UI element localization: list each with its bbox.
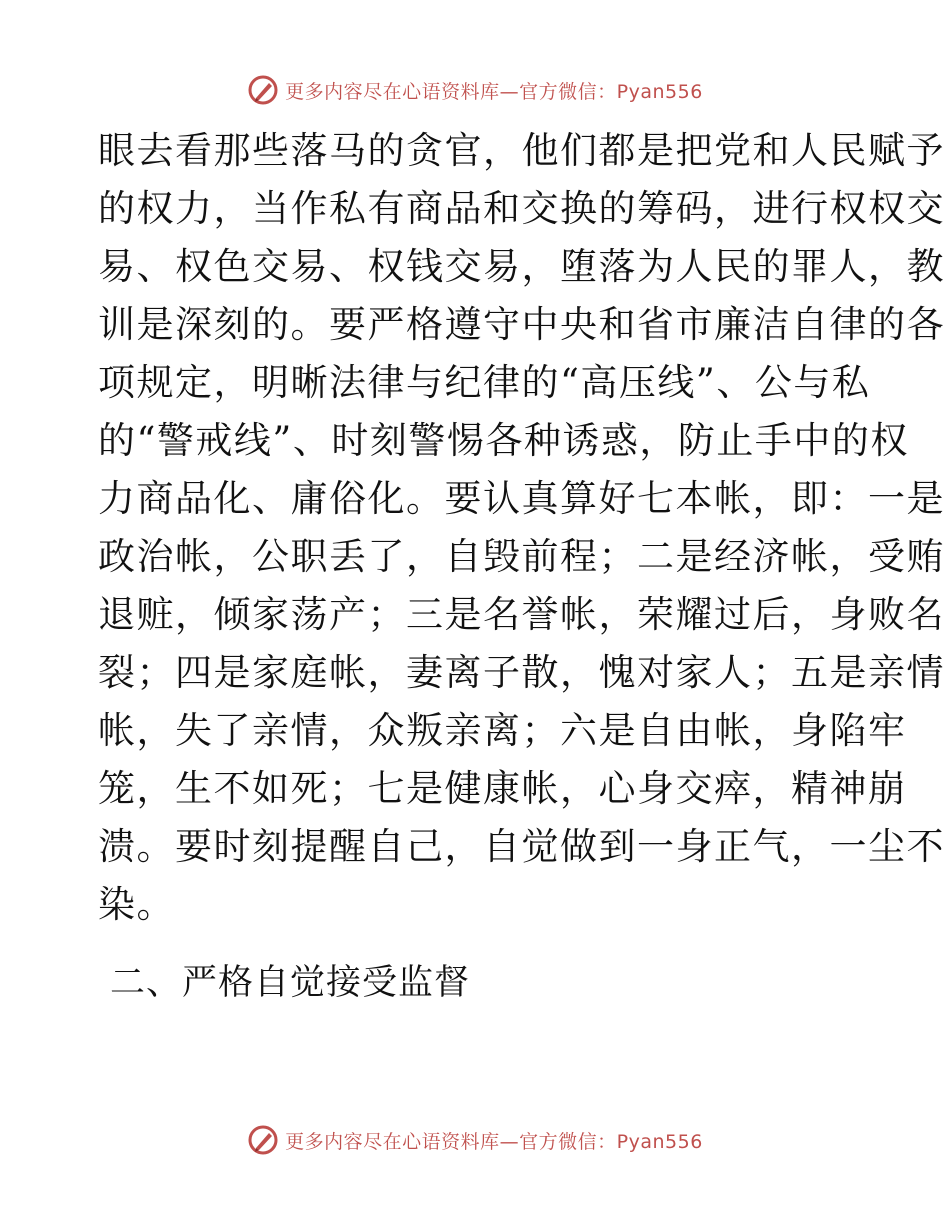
body-line: 项规定，明晰法律与纪律的“高压线”、公与私	[98, 361, 871, 404]
banner-text: 更多内容尽在心语资料库—官方微信：Pyan556	[285, 1130, 703, 1153]
pen-logo-icon	[247, 1124, 279, 1156]
header-banner	[0, 70, 950, 110]
footer-banner-inner	[247, 1124, 703, 1156]
body-line: 帐，失了亲情，众叛亲离；六是自由帐，身陷牢	[98, 709, 907, 752]
body-line: 训是深刻的。要严格遵守中央和省市廉洁自律的各	[98, 303, 945, 346]
body-line: 染。	[98, 883, 175, 926]
body-line: 的权力，当作私有商品和交换的筹码，进行权权交	[98, 187, 945, 230]
pen-logo-icon	[247, 74, 279, 106]
body-line: 笼，生不如死；七是健康帐，心身交瘁，精神崩	[98, 767, 907, 810]
body-line: 溃。要时刻提醒自己，自觉做到一身正气，一尘不	[98, 825, 945, 868]
footer-banner	[0, 1120, 950, 1160]
document-body	[98, 122, 945, 934]
body-line: 的“警戒线”、时刻警惕各种诱惑，防止手中的权	[98, 419, 909, 462]
body-line: 眼去看那些落马的贪官，他们都是把党和人民赋予	[98, 129, 945, 172]
banner-text: 更多内容尽在心语资料库—官方微信：Pyan556	[285, 80, 703, 103]
body-line: 政治帐，公职丢了，自毁前程；二是经济帐，受贿	[98, 535, 945, 578]
body-line: 易、权色交易、权钱交易，堕落为人民的罪人，教	[98, 245, 945, 288]
body-line: 退赃，倾家荡产；三是名誉帐，荣耀过后，身败名	[98, 593, 945, 636]
header-banner-inner	[247, 74, 703, 106]
body-line: 裂；四是家庭帐，妻离子散，愧对家人；五是亲情	[98, 651, 945, 694]
body-line: 力商品化、庸俗化。要认真算好七本帐，即：一是	[98, 477, 945, 520]
section-heading: 二、严格自觉接受监督	[110, 963, 471, 1003]
